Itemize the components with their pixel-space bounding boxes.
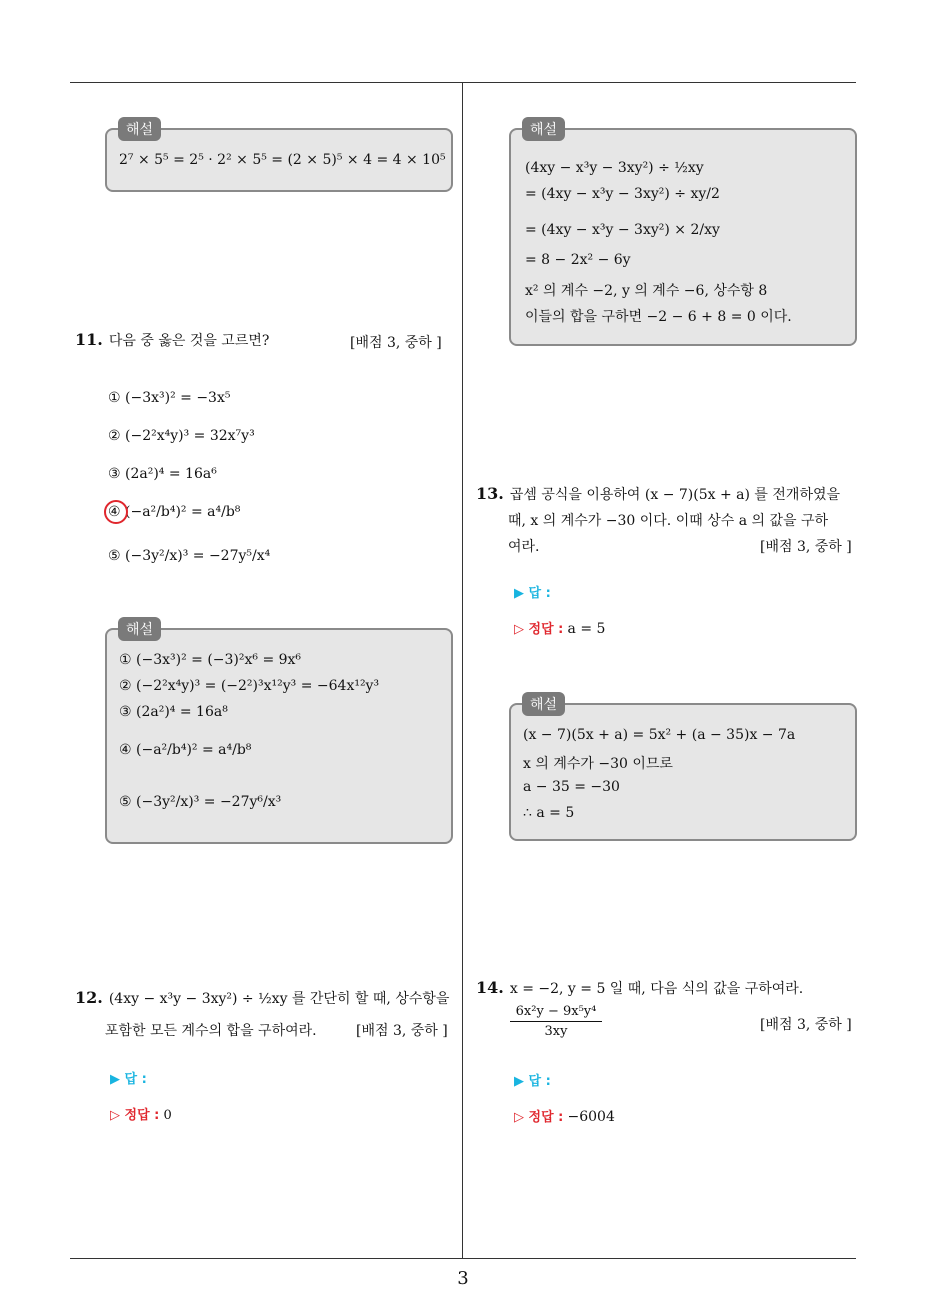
- q14-expression-denominator: 3xy: [510, 1021, 602, 1039]
- q14-correct-label: ▷ 정답 :: [514, 1110, 564, 1125]
- q11-option-3[interactable]: ③ (2a²)⁴ = 16a⁶: [108, 466, 217, 482]
- q12-solution-line: 이들의 합을 구하면 −2 − 6 + 8 = 0 이다.: [525, 309, 792, 325]
- q11-question: [75, 330, 269, 350]
- q11-number: 11.: [75, 330, 103, 349]
- q13-correct-value: a = 5: [567, 621, 606, 637]
- q14-expression-numerator: 6x²y − 9x⁵y⁴: [515, 1004, 597, 1019]
- q11-option-5[interactable]: ⑤ (−3y²/x)³ = −27y⁵/x⁴: [108, 548, 271, 564]
- q10-solution-line: 2⁷ × 5⁵ = 2⁵ · 2² × 5⁵ = (2 × 5)⁵ × 4 = 4 × 10⁵: [119, 152, 446, 168]
- q11-solution-line: ③ (2a²)⁴ = 16a⁸: [119, 704, 228, 720]
- q13-solution-line: x 의 계수가 −30 이므로: [523, 756, 673, 772]
- column-divider: [462, 83, 463, 1259]
- q12-solution-box: [509, 128, 857, 346]
- q12-points: [배점 3, 중하 ]: [356, 1023, 448, 1039]
- q14-expression: [510, 1004, 602, 1039]
- q12-solution-line: = 8 − 2x² − 6y: [525, 252, 631, 268]
- q13-solution-line: (x − 7)(5x + a) = 5x² + (a − 35)x − 7a: [523, 727, 796, 743]
- q12-question-line-1: [75, 988, 449, 1008]
- q13-solution-line: ∴ a = 5: [523, 805, 575, 821]
- q11-solution-line: ② (−2²x⁴y)³ = (−2²)³x¹²y³ = −64x¹²y³: [119, 678, 380, 694]
- q11-solution-line: ④ (−a²/b⁴)² = a⁴/b⁸: [119, 742, 252, 758]
- q11-text: 다음 중 옳은 것을 고르면?: [108, 333, 270, 349]
- q12-solution-line: = (4xy − x³y − 3xy²) ÷ xy/2: [525, 186, 720, 202]
- q12-number: 12.: [75, 988, 103, 1007]
- q13-question-line-3: 여라.: [508, 539, 540, 555]
- q12-solution-line: x² 의 계수 −2, y 의 계수 −6, 상수항 8: [525, 283, 768, 299]
- selected-answer-circle-icon: [104, 500, 128, 524]
- q11-option-2[interactable]: ② (−2²x⁴y)³ = 32x⁷y³: [108, 428, 255, 444]
- q13-answer-label[interactable]: ▶ 답 :: [514, 586, 551, 601]
- page-number: 3: [457, 1268, 469, 1289]
- q14-correct-value: −6004: [567, 1109, 615, 1125]
- q13-correct-answer: [514, 618, 605, 637]
- q11-option-1[interactable]: ① (−3x³)² = −3x⁵: [108, 390, 231, 406]
- q13-correct-label: ▷ 정답 :: [514, 622, 564, 637]
- q13-solution-line: a − 35 = −30: [523, 779, 620, 795]
- q13-text-1: 곱셈 공식을 이용하여 (x − 7)(5x + a) 를 전개하였을: [509, 487, 841, 503]
- q13-number: 13.: [476, 484, 504, 503]
- top-rule: [70, 82, 856, 83]
- q12-question-line-2: 포함한 모든 계수의 합을 구하여라.: [105, 1023, 317, 1039]
- q14-number: 14.: [476, 978, 504, 997]
- q12-text-1: (4xy − x³y − 3xy²) ÷ ½xy 를 간단히 할 때, 상수항을: [108, 991, 450, 1007]
- q13-question-line-1: [476, 484, 840, 504]
- q12-correct-label: ▷ 정답 :: [110, 1108, 160, 1123]
- q12-correct-value: 0: [163, 1108, 172, 1123]
- q14-points: [배점 3, 중하 ]: [760, 1017, 852, 1033]
- q14-answer-label[interactable]: ▶ 답 :: [514, 1074, 551, 1089]
- q12-solution-tag: 해설: [522, 117, 565, 141]
- q12-correct-answer: [110, 1104, 172, 1123]
- q13-solution-tag: 해설: [522, 692, 565, 716]
- q13-solution-box: [509, 703, 857, 841]
- q12-answer-label[interactable]: ▶ 답 :: [110, 1072, 147, 1087]
- bottom-rule: [70, 1258, 856, 1259]
- q11-solution-line: ① (−3x³)² = (−3)²x⁶ = 9x⁶: [119, 652, 302, 668]
- q11-solution-tag: 해설: [118, 617, 161, 641]
- q14-question: [476, 978, 803, 998]
- q12-solution-line: = (4xy − x³y − 3xy²) × 2/xy: [525, 222, 720, 238]
- q13-points: [배점 3, 중하 ]: [760, 539, 852, 555]
- q11-solution-line: ⑤ (−3y²/x)³ = −27y⁶/x³: [119, 794, 282, 810]
- q11-solution-box: [105, 628, 453, 844]
- q13-question-line-2: 때, x 의 계수가 −30 이다. 이때 상수 a 의 값을 구하: [508, 513, 829, 529]
- q11-points: [배점 3, 중하 ]: [350, 335, 442, 351]
- q12-solution-line: (4xy − x³y − 3xy²) ÷ ½xy: [525, 160, 704, 176]
- q14-correct-answer: [514, 1106, 615, 1125]
- q10-solution-tag: 해설: [118, 117, 161, 141]
- q14-text: x = −2, y = 5 일 때, 다음 식의 값을 구하여라.: [509, 981, 804, 997]
- q11-option-4[interactable]: ④ (−a²/b⁴)² = a⁴/b⁸: [108, 504, 241, 520]
